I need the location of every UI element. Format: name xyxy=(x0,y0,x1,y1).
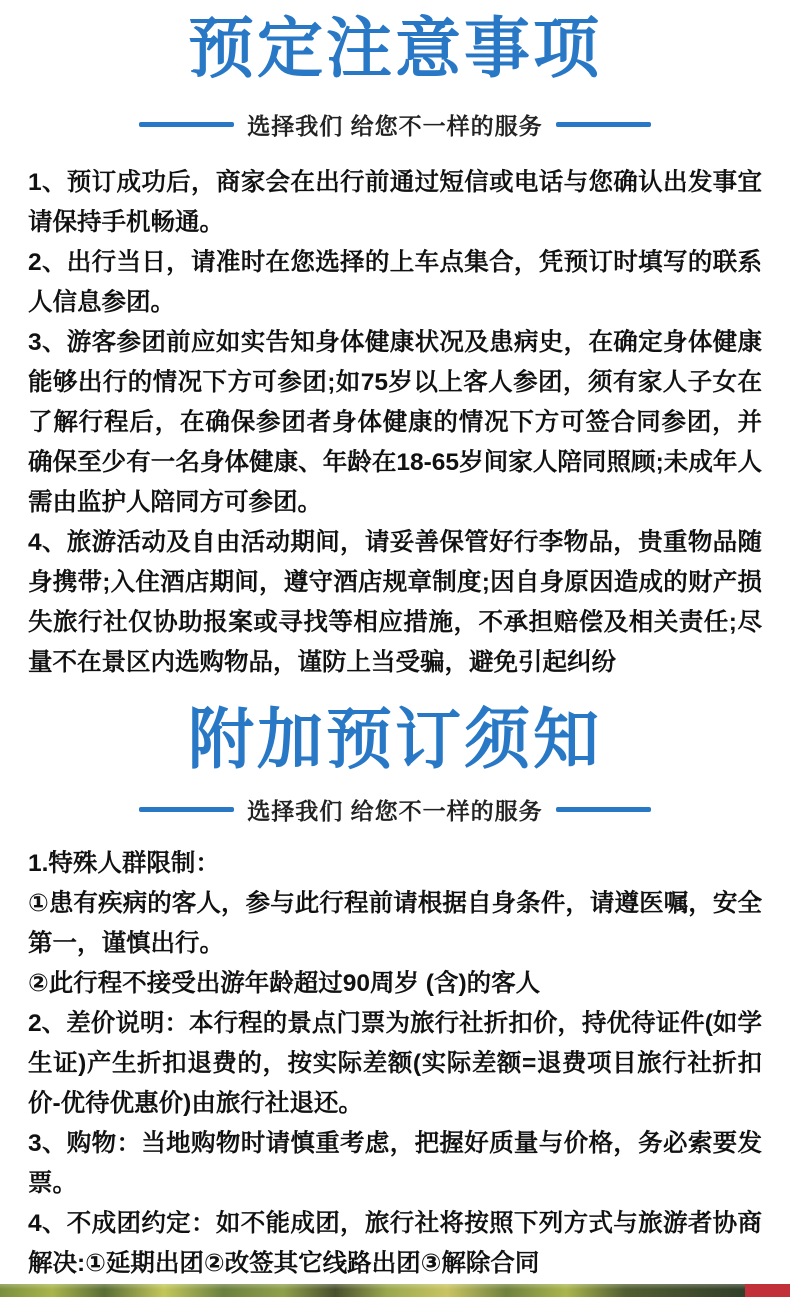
notice-item-2: ①患有疾病的客人，参与此行程前请根据自身条件，请遵医嘱，安全第一，谨慎出行。 xyxy=(28,890,762,957)
note-item-1: 1、预订成功后，商家会在出行前通过短信或电话与您确认出发事宜请保持手机畅通。 xyxy=(28,169,762,236)
note-item-3: 3、游客参团前应如实告知身体健康状况及患病史，在确定身体健康能够出行的情况下方可参团;如75岁以上客人参团，须有家人子女在了解行程后，在确保参团者身体健康的情况下方可签合同参团，并确保至少有一名身体健康、年龄在18-65岁间家人陪同照顾;未成年人需由监护人陪同方可参团。 xyxy=(28,329,762,516)
foliage-image xyxy=(0,1284,745,1297)
red-banner-fragment xyxy=(745,1284,790,1297)
notice-item-1: 1.特殊人群限制： xyxy=(28,850,220,877)
notice-item-5: 3、购物：当地购物时请慎重考虑，把握好质量与价格，务必索要发票。 xyxy=(28,1130,762,1197)
subtitle-right-rule xyxy=(556,807,651,812)
subtitle-text: 选择我们 给您不一样的服务 xyxy=(247,112,543,139)
additional-notice-list xyxy=(0,844,790,1284)
booking-notes-list xyxy=(0,163,790,683)
additional-notice-subtitle xyxy=(0,791,790,827)
subtitle-right-rule xyxy=(556,122,651,127)
note-item-4: 4、旅游活动及自由活动期间，请妥善保管好行李物品，贵重物品随身携带;入住酒店期间，遵守酒店规章制度;因自身原因造成的财产损失旅行社仅协助报案或寻找等相应措施，不承担赔偿及相关责任;尽量不在景区内选购物品，谨防上当受骗，避免引起纠纷 xyxy=(28,529,762,676)
booking-notes-title: 预定注意事项 xyxy=(188,13,602,86)
footer-photo-strip xyxy=(0,1284,790,1297)
subtitle-left-rule xyxy=(139,122,234,127)
additional-notice-title: 附加预订须知 xyxy=(188,704,602,777)
notice-item-4: 2、差价说明：本行程的景点门票为旅行社折扣价，持优待证件(如学生证)产生折扣退费的，按实际差额(实际差额=退费项目旅行社折扣价-优待优惠价)由旅行社退还。 xyxy=(28,1010,762,1117)
note-item-2: 2、出行当日，请准时在您选择的上车点集合，凭预订时填写的联系人信息参团。 xyxy=(28,249,762,316)
additional-notice-section xyxy=(0,683,790,1284)
subtitle-text: 选择我们 给您不一样的服务 xyxy=(247,797,543,824)
notice-item-3: ②此行程不接受出游年龄超过90周岁 (含)的客人 xyxy=(28,970,541,997)
notice-item-6: 4、不成团约定：如不能成团，旅行社将按照下列方式与旅游者协商解决:①延期出团②改签其它线路出团③解除合同 xyxy=(28,1210,762,1277)
subtitle-left-rule xyxy=(139,807,234,812)
booking-notes-subtitle xyxy=(0,106,790,142)
